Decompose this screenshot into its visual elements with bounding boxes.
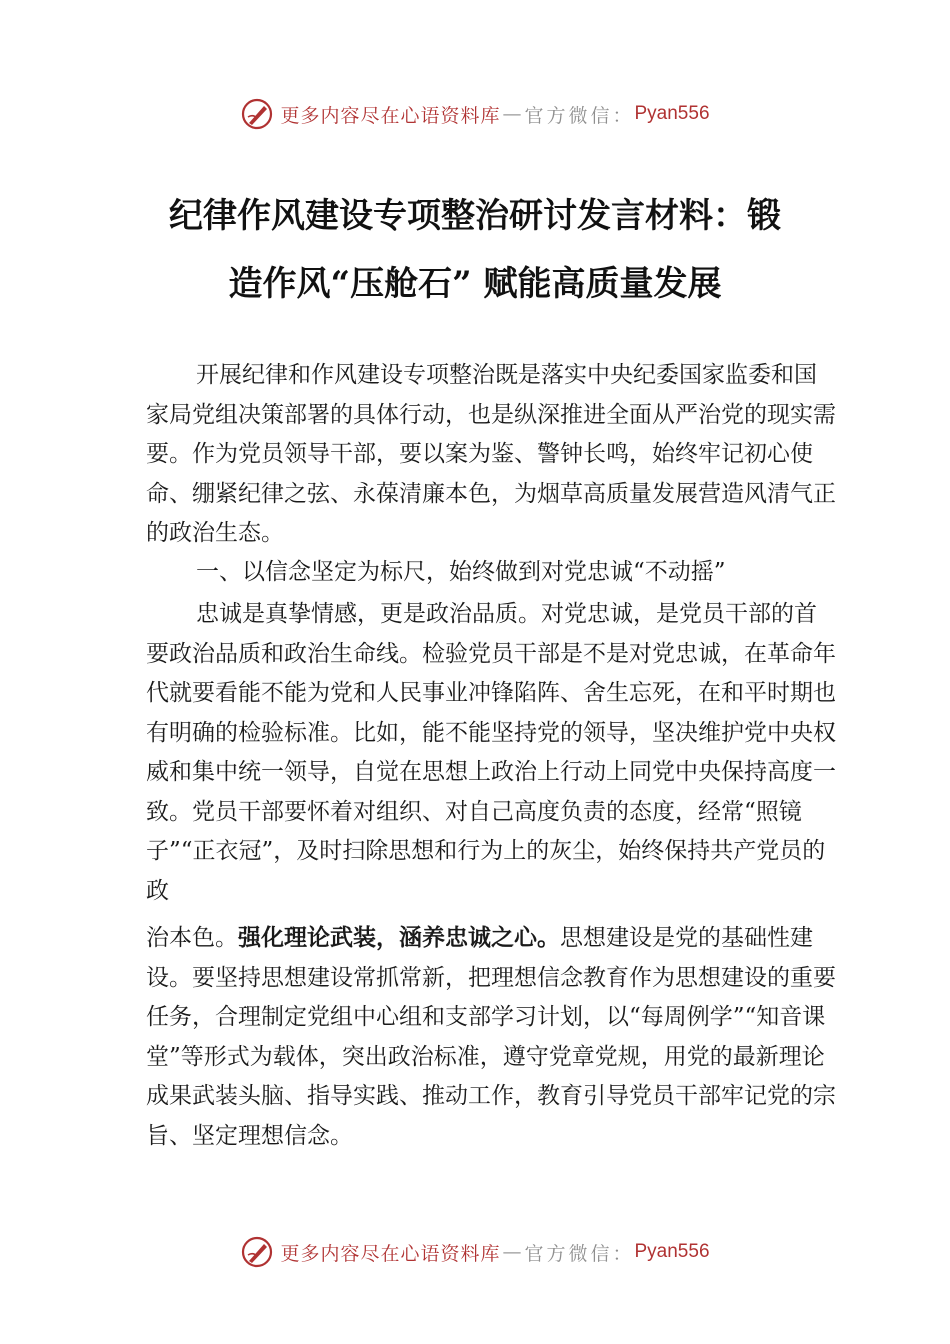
section-1-paragraph-text: 忠诚是真挚情感，更是政治品质。对党忠诚，是党员干部的首要政治品质和政治生命线。检验党员干部是不是对党忠诚，在革命年代就要看能不能为党和人民事业冲锋陷阵、舍生忘死，在和平时期也有明确的检验标准。比如，能不能坚持党的领导，坚决维护党中央权威和集中统一领导，自觉在思想上政治上行动上同党中央保持高度一致。党员干部要怀着对组织、对自己高度负责的态度，经常“照镜子”“正衣冠”，及时扫除思想和行为上的灰尘，始终保持共产党员的政 [146, 601, 836, 904]
bold-lead-sentence: 强化理论武装，涵养忠诚之心。 [238, 925, 560, 951]
wechat-account: Pyan556 [634, 103, 710, 124]
document-title-line-2: 造作风“压舱石” 赋能高质量发展 [228, 264, 722, 304]
section-1-paragraph [146, 595, 836, 911]
library-text: 更多内容尽在心语资料库 [280, 104, 501, 127]
document-title-line-1: 纪律作风建设专项整治研讨发言材料：锻 [169, 196, 781, 236]
quill-seal-icon [240, 97, 274, 131]
section-1-heading: 一、以信念坚定为标尺，始终做到对党忠诚“不动摇” [196, 559, 726, 585]
wechat-label: 官方微信： [524, 104, 635, 127]
header-banner [0, 94, 950, 134]
intro-paragraph-text: 开展纪律和作风建设专项整治既是落实中央纪委国家监委和国家局党组决策部署的具体行动，也是纵深推进全面从严治党的现实需要。作为党员领导干部，要以案为鉴、警钟长鸣，始终牢记初心使命、绷紧纪律之弦、永葆清廉本色，为烟草高质量发展营造风清气正的政治生态。 [146, 362, 836, 546]
continued-prefix: 治本色。 [146, 925, 238, 951]
wechat-label: 官方微信： [524, 1242, 635, 1265]
wechat-account: Pyan556 [634, 1241, 710, 1262]
banner-separator: — [502, 1241, 523, 1263]
intro-paragraph [146, 356, 836, 554]
continued-text: 思想建设是党的基础性建设。要坚持思想建设常抓常新，把理想信念教育作为思想建设的重要任务，合理制定党组中心组和支部学习计划，以“每周例学”“知音课堂”等形式为载体，突出政治标准，遵守党章党规，用党的最新理论成果武装头脑、指导实践、推动工作，教育引导党员干部牢记党的宗旨、坚定理想信念。 [146, 925, 836, 1149]
section-1-continued [146, 919, 836, 1156]
footer-banner [0, 1232, 950, 1272]
library-text: 更多内容尽在心语资料库 [280, 1242, 501, 1265]
banner-separator: — [502, 103, 523, 125]
quill-seal-icon [240, 1235, 274, 1269]
